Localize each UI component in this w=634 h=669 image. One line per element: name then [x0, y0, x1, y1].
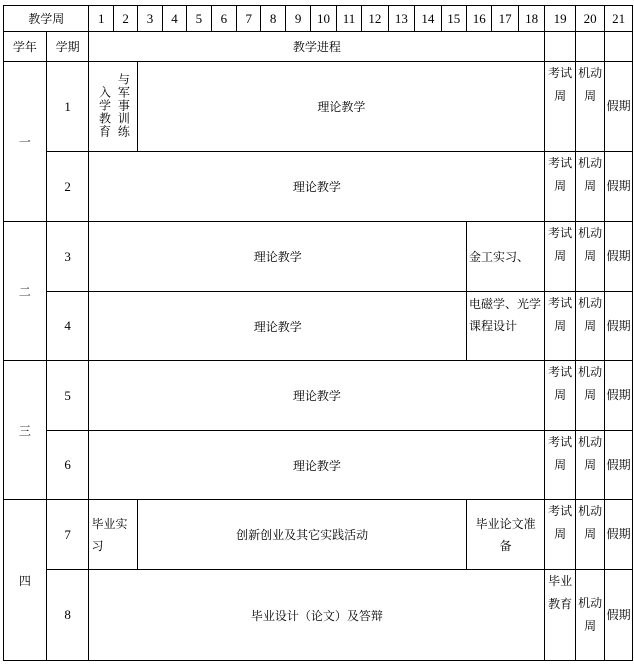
semester-cell: 6 [46, 431, 89, 500]
empty-cell [545, 32, 576, 62]
holiday: 假期 [605, 361, 633, 431]
week-number: 21 [605, 6, 633, 32]
flex-week: 机动周 [575, 361, 605, 431]
semester-row [4, 431, 633, 500]
semester-row [4, 361, 633, 431]
main-activity: 理论教学 [138, 62, 545, 152]
practice-activity: 电磁学、光学课程设计 [466, 292, 544, 361]
flex-week: 机动周 [575, 152, 605, 222]
exam-week: 考试周 [545, 500, 576, 570]
progress-label: 教学进程 [89, 32, 545, 62]
week-number: 15 [441, 6, 466, 32]
semester-row [4, 570, 633, 661]
graduation-internship: 毕业实习 [89, 500, 138, 570]
flex-week: 机动周 [575, 570, 605, 661]
semester-cell: 5 [46, 361, 89, 431]
week-number: 3 [138, 6, 162, 32]
teaching-schedule-table [3, 5, 633, 661]
practice-activity: 金工实习、 [466, 222, 544, 292]
exam-week: 考试周 [545, 62, 576, 152]
flex-week: 机动周 [575, 500, 605, 570]
holiday: 假期 [605, 570, 633, 661]
empty-cell [605, 32, 633, 62]
holiday: 假期 [605, 62, 633, 152]
main-activity: 创新创业及其它实践活动 [138, 500, 467, 570]
week-number: 17 [492, 6, 518, 32]
main-activity: 理论教学 [89, 222, 467, 292]
semester-cell: 3 [46, 222, 89, 292]
week-number: 2 [113, 6, 137, 32]
week-number: 13 [388, 6, 414, 32]
main-activity: 理论教学 [89, 361, 545, 431]
column-header-row [4, 32, 633, 62]
semester-row [4, 222, 633, 292]
main-activity: 理论教学 [89, 431, 545, 500]
week-number: 19 [545, 6, 576, 32]
main-activity: 理论教学 [89, 152, 545, 222]
semester-label: 学期 [46, 32, 89, 62]
week-number: 9 [285, 6, 310, 32]
week-number: 20 [575, 6, 605, 32]
week-number: 4 [162, 6, 186, 32]
semester-row [4, 152, 633, 222]
year-label: 学年 [4, 32, 47, 62]
semester-cell: 4 [46, 292, 89, 361]
thesis-preparation: 毕业论文准备 [466, 500, 544, 570]
flex-week: 机动周 [575, 292, 605, 361]
semester-cell: 2 [46, 152, 89, 222]
holiday: 假期 [605, 431, 633, 500]
week-number: 18 [518, 6, 544, 32]
exam-week: 考试周 [545, 431, 576, 500]
entry-education-text: 入学教育 [97, 85, 112, 138]
week-label: 教学周 [4, 6, 89, 32]
main-activity: 毕业设计（论文）及答辩 [89, 570, 545, 661]
week-number: 10 [311, 6, 336, 32]
flex-week: 机动周 [575, 62, 605, 152]
flex-week: 机动周 [575, 431, 605, 500]
week-header-row [4, 6, 633, 32]
week-number: 1 [89, 6, 113, 32]
military-training-text: 与军事训练 [116, 72, 131, 138]
semester-cell: 1 [46, 62, 89, 152]
week-number: 8 [261, 6, 285, 32]
holiday: 假期 [605, 152, 633, 222]
week-number: 12 [362, 6, 388, 32]
semester-row [4, 62, 633, 152]
week-number: 7 [237, 6, 261, 32]
main-activity: 理论教学 [89, 292, 467, 361]
year-cell: 二 [4, 222, 47, 361]
exam-week: 考试周 [545, 292, 576, 361]
week-number: 11 [336, 6, 361, 32]
holiday: 假期 [605, 292, 633, 361]
week-number: 6 [211, 6, 236, 32]
holiday: 假期 [605, 500, 633, 570]
week-number: 16 [466, 6, 491, 32]
holiday: 假期 [605, 222, 633, 292]
empty-cell [575, 32, 605, 62]
exam-week: 考试周 [545, 152, 576, 222]
year-cell: 一 [4, 62, 47, 222]
exam-week: 考试周 [545, 222, 576, 292]
entry-military-cell [89, 62, 138, 152]
week-number: 5 [187, 6, 211, 32]
year-cell: 三 [4, 361, 47, 500]
semester-row [4, 500, 633, 570]
week-number: 14 [415, 6, 441, 32]
semester-cell: 7 [46, 500, 89, 570]
exam-week: 考试周 [545, 361, 576, 431]
semester-cell: 8 [46, 570, 89, 661]
semester-row [4, 292, 633, 361]
year-cell: 四 [4, 500, 47, 661]
flex-week: 机动周 [575, 222, 605, 292]
graduation-education: 毕业教育 [545, 570, 576, 661]
